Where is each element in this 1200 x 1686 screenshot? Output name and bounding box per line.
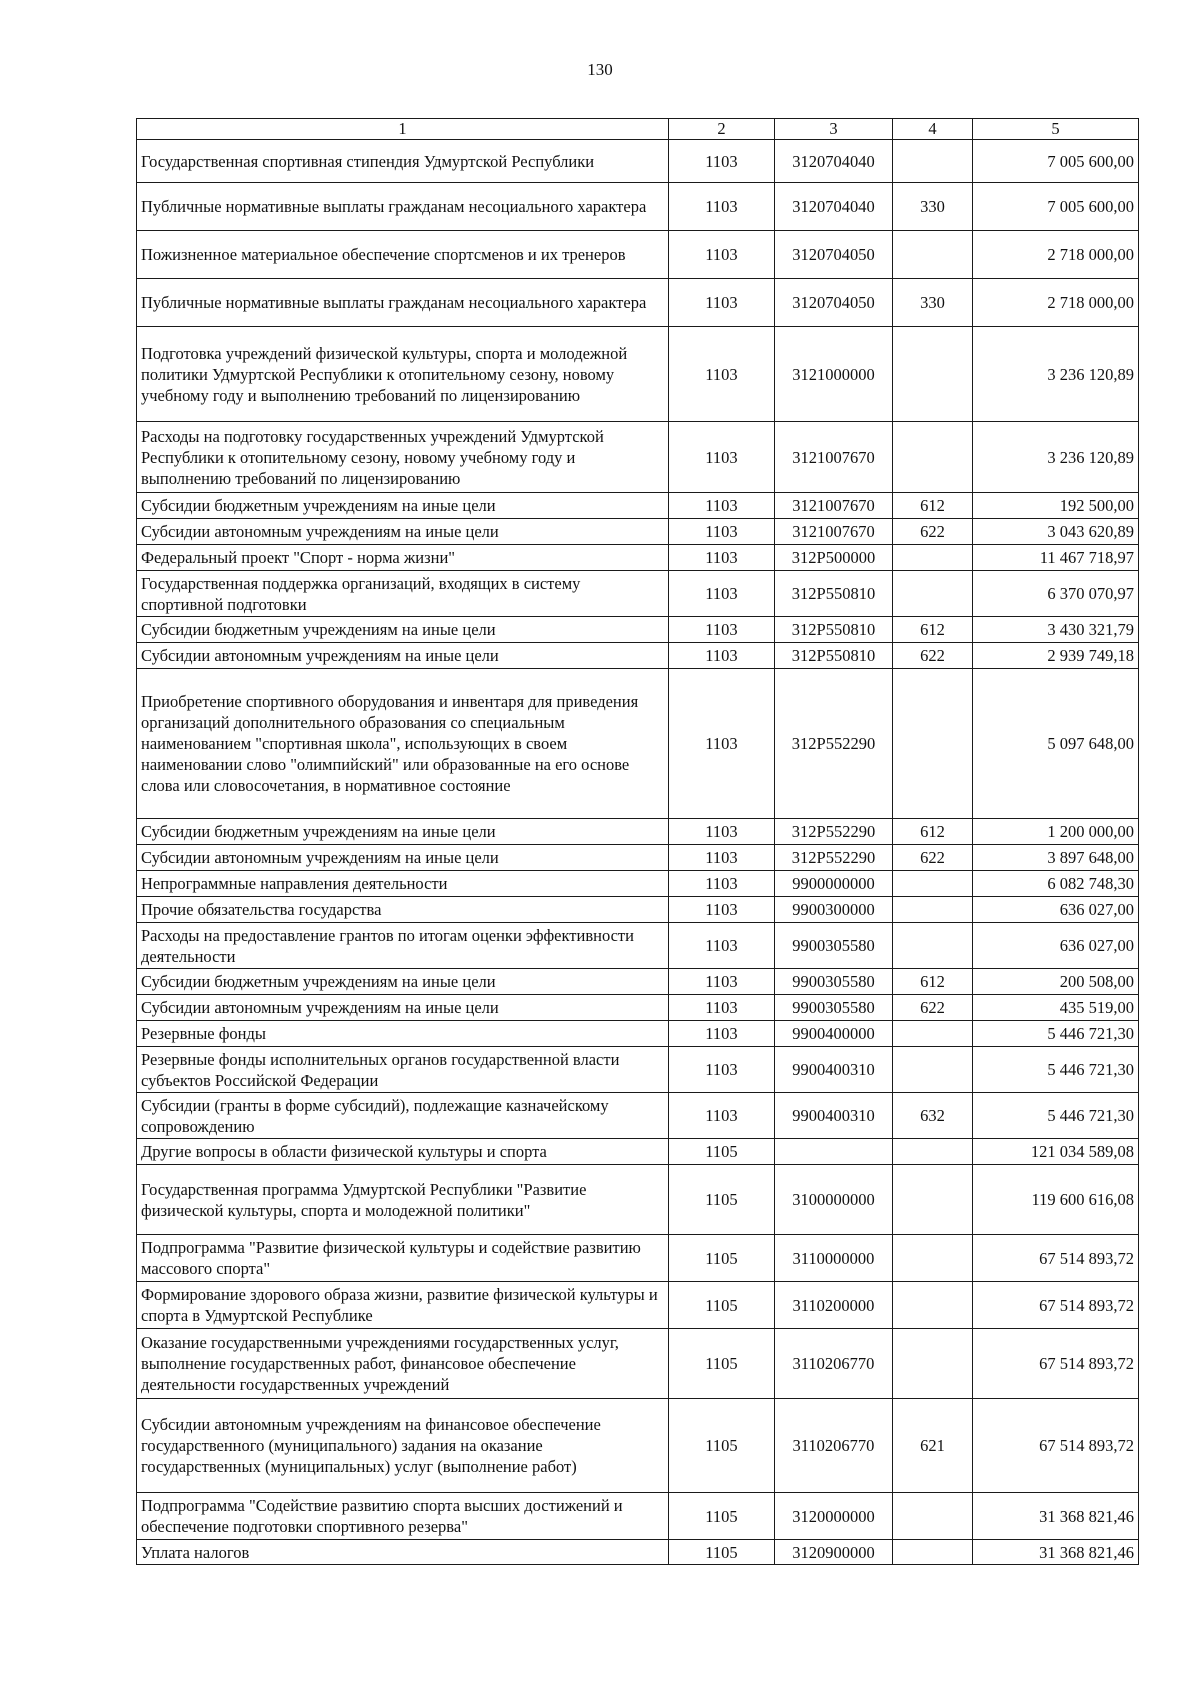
table-row xyxy=(137,969,1139,995)
row-amount: 31 368 821,46 xyxy=(973,1540,1139,1565)
row-section-code: 1103 xyxy=(669,231,775,279)
row-article-code: 9900400310 xyxy=(775,1093,893,1139)
row-amount: 5 446 721,30 xyxy=(973,1047,1139,1093)
table-row xyxy=(137,1329,1139,1399)
table-row xyxy=(137,845,1139,871)
row-amount: 3 236 120,89 xyxy=(973,422,1139,493)
row-section-code: 1103 xyxy=(669,969,775,995)
row-expense-type xyxy=(893,871,973,897)
row-expense-type xyxy=(893,1329,973,1399)
row-expense-type xyxy=(893,1540,973,1565)
row-expense-type xyxy=(893,1235,973,1282)
row-amount: 31 368 821,46 xyxy=(973,1493,1139,1540)
row-section-code: 1105 xyxy=(669,1399,775,1493)
row-article-code: 9900400000 xyxy=(775,1021,893,1047)
table-row xyxy=(137,422,1139,493)
row-amount: 435 519,00 xyxy=(973,995,1139,1021)
row-expense-type xyxy=(893,231,973,279)
row-name: Прочие обязательства государства xyxy=(137,897,669,923)
row-amount: 11 467 718,97 xyxy=(973,545,1139,571)
table-row xyxy=(137,923,1139,969)
row-article-code: 9900400310 xyxy=(775,1047,893,1093)
row-article-code: 3100000000 xyxy=(775,1165,893,1235)
row-expense-type: 612 xyxy=(893,969,973,995)
row-name: Субсидии (гранты в форме субсидий), подлежащие казначейскому сопровождению xyxy=(137,1093,669,1139)
row-name: Расходы на предоставление грантов по итогам оценки эффективности деятельности xyxy=(137,923,669,969)
table-row xyxy=(137,1235,1139,1282)
table-row xyxy=(137,617,1139,643)
row-name: Подпрограмма "Развитие физической культуры и содействие развитию массового спорта" xyxy=(137,1235,669,1282)
row-name: Публичные нормативные выплаты гражданам несоциального характера xyxy=(137,279,669,327)
row-name: Публичные нормативные выплаты гражданам несоциального характера xyxy=(137,183,669,231)
table-row xyxy=(137,493,1139,519)
row-section-code: 1103 xyxy=(669,519,775,545)
row-amount: 636 027,00 xyxy=(973,923,1139,969)
table-row xyxy=(137,871,1139,897)
row-section-code: 1105 xyxy=(669,1493,775,1540)
row-article-code: 3120704050 xyxy=(775,231,893,279)
row-section-code: 1103 xyxy=(669,422,775,493)
row-expense-type xyxy=(893,1493,973,1540)
row-section-code: 1103 xyxy=(669,643,775,669)
row-amount: 6 370 070,97 xyxy=(973,571,1139,617)
table-row xyxy=(137,1165,1139,1235)
row-section-code: 1103 xyxy=(669,183,775,231)
row-name: Приобретение спортивного оборудования и инвентаря для приведения организаций дополнительного образования со специальным наименованием "спортивная школа", использующих в своем наименовании слово "олимпийский" или образованные на его основе слова или словосочетания, в нормативное состояние xyxy=(137,669,669,819)
row-article-code: 312P552290 xyxy=(775,819,893,845)
row-article-code: 3121007670 xyxy=(775,519,893,545)
row-article-code: 312P552290 xyxy=(775,669,893,819)
row-section-code: 1103 xyxy=(669,545,775,571)
row-article-code xyxy=(775,1139,893,1165)
table-row xyxy=(137,231,1139,279)
column-header: 1 xyxy=(137,119,669,140)
row-name: Субсидии автономным учреждениям на финансовое обеспечение государственного (муниципального) задания на оказание государственных (муниципальных) услуг (выполнение работ) xyxy=(137,1399,669,1493)
row-section-code: 1103 xyxy=(669,819,775,845)
row-section-code: 1105 xyxy=(669,1165,775,1235)
row-article-code: 3120900000 xyxy=(775,1540,893,1565)
row-article-code: 9900000000 xyxy=(775,871,893,897)
row-expense-type xyxy=(893,1021,973,1047)
table-row xyxy=(137,1399,1139,1493)
row-expense-type xyxy=(893,669,973,819)
row-article-code: 9900305580 xyxy=(775,995,893,1021)
row-name: Пожизненное материальное обеспечение спортсменов и их тренеров xyxy=(137,231,669,279)
row-expense-type xyxy=(893,923,973,969)
row-article-code: 312P550810 xyxy=(775,617,893,643)
row-expense-type: 622 xyxy=(893,845,973,871)
row-amount: 636 027,00 xyxy=(973,897,1139,923)
row-amount: 2 939 749,18 xyxy=(973,643,1139,669)
row-name: Подпрограмма "Содействие развитию спорта высших достижений и обеспечение подготовки спортивного резерва" xyxy=(137,1493,669,1540)
row-article-code: 3110000000 xyxy=(775,1235,893,1282)
column-header: 5 xyxy=(973,119,1139,140)
row-name: Субсидии бюджетным учреждениям на иные цели xyxy=(137,493,669,519)
row-expense-type xyxy=(893,140,973,183)
row-name: Субсидии автономным учреждениям на иные цели xyxy=(137,995,669,1021)
row-expense-type xyxy=(893,1139,973,1165)
row-expense-type: 330 xyxy=(893,279,973,327)
row-section-code: 1103 xyxy=(669,897,775,923)
row-section-code: 1103 xyxy=(669,1047,775,1093)
table-row xyxy=(137,643,1139,669)
row-name: Государственная поддержка организаций, входящих в систему спортивной подготовки xyxy=(137,571,669,617)
row-name: Резервные фонды исполнительных органов государственной власти субъектов Российской Федерации xyxy=(137,1047,669,1093)
row-name: Субсидии автономным учреждениям на иные цели xyxy=(137,643,669,669)
table-row xyxy=(137,1021,1139,1047)
row-article-code: 3121007670 xyxy=(775,422,893,493)
row-section-code: 1105 xyxy=(669,1329,775,1399)
row-article-code: 312P500000 xyxy=(775,545,893,571)
row-article-code: 9900305580 xyxy=(775,969,893,995)
row-expense-type: 612 xyxy=(893,617,973,643)
row-expense-type xyxy=(893,1165,973,1235)
table-row xyxy=(137,1282,1139,1329)
row-name: Субсидии бюджетным учреждениям на иные цели xyxy=(137,819,669,845)
row-expense-type: 622 xyxy=(893,519,973,545)
row-name: Федеральный проект "Спорт - норма жизни" xyxy=(137,545,669,571)
row-name: Расходы на подготовку государственных учреждений Удмуртской Республики к отопительному сезону, новому учебному году и выполнению требований по лицензированию xyxy=(137,422,669,493)
row-amount: 67 514 893,72 xyxy=(973,1399,1139,1493)
row-expense-type xyxy=(893,422,973,493)
table-row xyxy=(137,1093,1139,1139)
row-expense-type xyxy=(893,545,973,571)
row-article-code: 3110206770 xyxy=(775,1329,893,1399)
row-expense-type xyxy=(893,897,973,923)
table-row xyxy=(137,140,1139,183)
row-section-code: 1103 xyxy=(669,995,775,1021)
row-section-code: 1103 xyxy=(669,669,775,819)
row-name: Субсидии бюджетным учреждениям на иные цели xyxy=(137,969,669,995)
row-expense-type xyxy=(893,327,973,422)
row-section-code: 1103 xyxy=(669,140,775,183)
row-section-code: 1103 xyxy=(669,571,775,617)
row-amount: 121 034 589,08 xyxy=(973,1139,1139,1165)
row-name: Субсидии бюджетным учреждениям на иные цели xyxy=(137,617,669,643)
column-header: 2 xyxy=(669,119,775,140)
row-amount: 3 236 120,89 xyxy=(973,327,1139,422)
row-expense-type: 632 xyxy=(893,1093,973,1139)
row-name: Уплата налогов xyxy=(137,1540,669,1565)
row-amount: 1 200 000,00 xyxy=(973,819,1139,845)
row-expense-type: 612 xyxy=(893,819,973,845)
row-article-code: 3120000000 xyxy=(775,1493,893,1540)
table-row xyxy=(137,1540,1139,1565)
row-amount: 2 718 000,00 xyxy=(973,279,1139,327)
row-article-code: 3110200000 xyxy=(775,1282,893,1329)
table-row xyxy=(137,1139,1139,1165)
table-row xyxy=(137,545,1139,571)
row-expense-type: 622 xyxy=(893,643,973,669)
row-amount: 5 446 721,30 xyxy=(973,1021,1139,1047)
row-amount: 2 718 000,00 xyxy=(973,231,1139,279)
header-row xyxy=(137,119,1139,140)
row-expense-type xyxy=(893,1282,973,1329)
row-article-code: 9900305580 xyxy=(775,923,893,969)
table-row xyxy=(137,183,1139,231)
row-article-code: 3110206770 xyxy=(775,1399,893,1493)
table-row xyxy=(137,519,1139,545)
row-section-code: 1105 xyxy=(669,1540,775,1565)
row-name: Резервные фонды xyxy=(137,1021,669,1047)
row-amount: 192 500,00 xyxy=(973,493,1139,519)
row-expense-type: 621 xyxy=(893,1399,973,1493)
row-amount: 119 600 616,08 xyxy=(973,1165,1139,1235)
row-article-code: 312P552290 xyxy=(775,845,893,871)
table-row xyxy=(137,571,1139,617)
row-amount: 67 514 893,72 xyxy=(973,1282,1139,1329)
row-expense-type: 622 xyxy=(893,995,973,1021)
row-name: Непрограммные направления деятельности xyxy=(137,871,669,897)
row-article-code: 9900300000 xyxy=(775,897,893,923)
row-article-code: 3120704050 xyxy=(775,279,893,327)
row-section-code: 1103 xyxy=(669,1021,775,1047)
column-header: 3 xyxy=(775,119,893,140)
table-row xyxy=(137,279,1139,327)
row-section-code: 1103 xyxy=(669,923,775,969)
row-name: Государственная программа Удмуртской Республики "Развитие физической культуры, спорта и молодежной политики" xyxy=(137,1165,669,1235)
row-article-code: 312P550810 xyxy=(775,571,893,617)
table-row xyxy=(137,1493,1139,1540)
row-section-code: 1103 xyxy=(669,845,775,871)
row-section-code: 1103 xyxy=(669,327,775,422)
row-article-code: 312P550810 xyxy=(775,643,893,669)
row-amount: 5 097 648,00 xyxy=(973,669,1139,819)
row-section-code: 1103 xyxy=(669,493,775,519)
row-section-code: 1103 xyxy=(669,1093,775,1139)
row-name: Подготовка учреждений физической культуры, спорта и молодежной политики Удмуртской Республики к отопительному сезону, новому учебному году и выполнению требований по лицензированию xyxy=(137,327,669,422)
row-amount: 67 514 893,72 xyxy=(973,1235,1139,1282)
row-expense-type xyxy=(893,571,973,617)
row-amount: 5 446 721,30 xyxy=(973,1093,1139,1139)
row-expense-type: 612 xyxy=(893,493,973,519)
row-section-code: 1105 xyxy=(669,1282,775,1329)
row-amount: 6 082 748,30 xyxy=(973,871,1139,897)
row-amount: 7 005 600,00 xyxy=(973,140,1139,183)
table-row xyxy=(137,669,1139,819)
row-amount: 200 508,00 xyxy=(973,969,1139,995)
row-expense-type: 330 xyxy=(893,183,973,231)
row-section-code: 1103 xyxy=(669,617,775,643)
row-section-code: 1105 xyxy=(669,1139,775,1165)
row-amount: 3 430 321,79 xyxy=(973,617,1139,643)
row-amount: 67 514 893,72 xyxy=(973,1329,1139,1399)
table-row xyxy=(137,327,1139,422)
row-expense-type xyxy=(893,1047,973,1093)
budget-table xyxy=(136,118,1139,1565)
row-article-code: 3120704040 xyxy=(775,183,893,231)
row-amount: 3 897 648,00 xyxy=(973,845,1139,871)
row-name: Субсидии автономным учреждениям на иные цели xyxy=(137,519,669,545)
table-row xyxy=(137,819,1139,845)
row-article-code: 3120704040 xyxy=(775,140,893,183)
page-number: 130 xyxy=(587,60,613,79)
row-amount: 3 043 620,89 xyxy=(973,519,1139,545)
column-header: 4 xyxy=(893,119,973,140)
row-name: Государственная спортивная стипендия Удмуртской Республики xyxy=(137,140,669,183)
table-row xyxy=(137,1047,1139,1093)
row-article-code: 3121000000 xyxy=(775,327,893,422)
row-article-code: 3121007670 xyxy=(775,493,893,519)
table-row xyxy=(137,995,1139,1021)
row-section-code: 1103 xyxy=(669,871,775,897)
row-name: Формирование здорового образа жизни, развитие физической культуры и спорта в Удмуртской Республике xyxy=(137,1282,669,1329)
row-section-code: 1105 xyxy=(669,1235,775,1282)
row-name: Оказание государственными учреждениями государственных услуг, выполнение государственных работ, финансовое обеспечение деятельности государственных учреждений xyxy=(137,1329,669,1399)
row-amount: 7 005 600,00 xyxy=(973,183,1139,231)
row-name: Субсидии автономным учреждениям на иные цели xyxy=(137,845,669,871)
row-name: Другие вопросы в области физической культуры и спорта xyxy=(137,1139,669,1165)
row-section-code: 1103 xyxy=(669,279,775,327)
table-row xyxy=(137,897,1139,923)
